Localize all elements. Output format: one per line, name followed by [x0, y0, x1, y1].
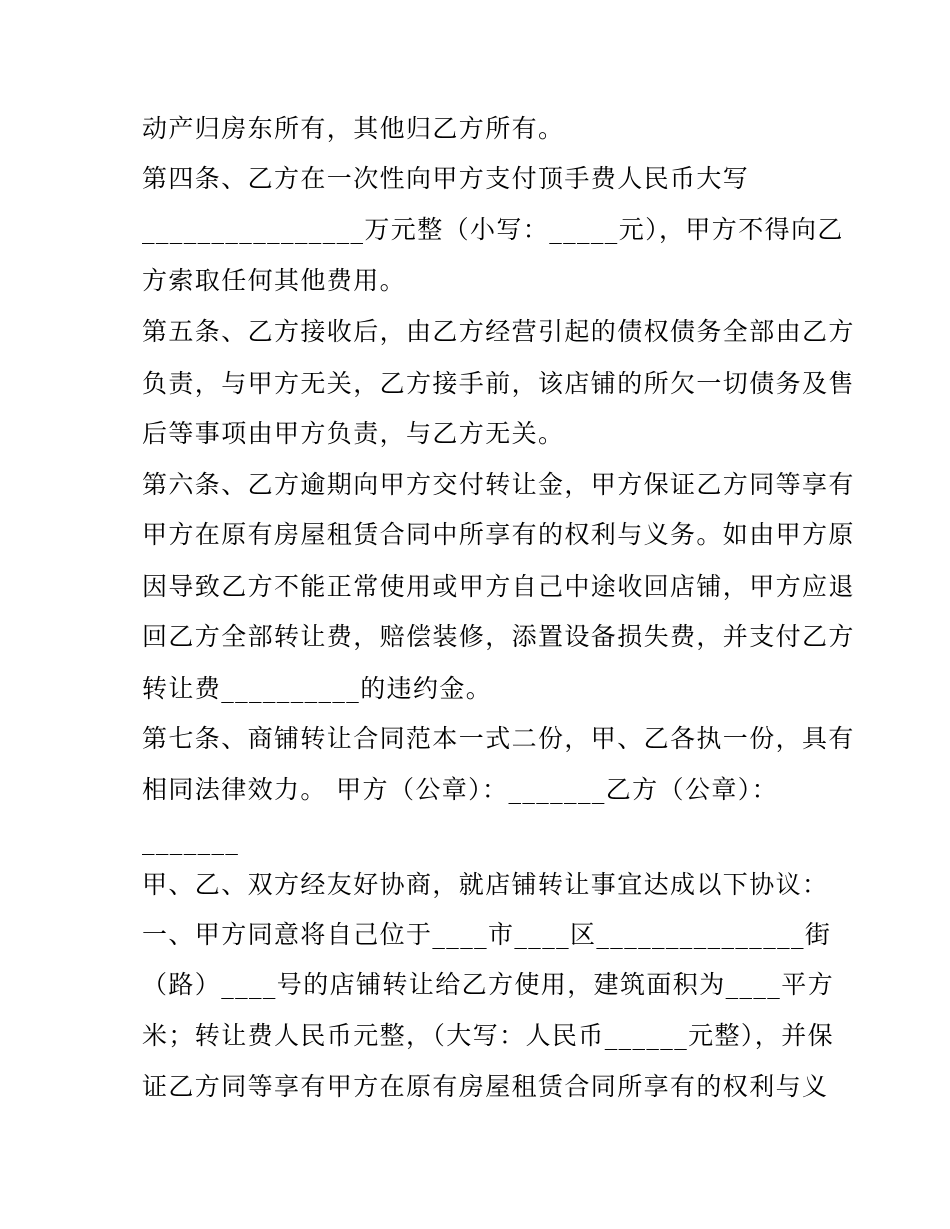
- text-line: 负责，与甲方无关，乙方接手前，该店铺的所欠一切债务及售: [142, 369, 855, 398]
- text-line: 第四条、乙方在一次性向甲方支付顶手费人民币大写: [142, 164, 750, 193]
- text-line: 因导致乙方不能正常使用或甲方自己中途收回店铺，甲方应退: [142, 572, 855, 601]
- text-line: ________________万元整（小写：_____元），甲方不得向乙: [142, 215, 844, 244]
- text-line: 回乙方全部转让费，赔偿装修，添置设备损失费，并支付乙方: [142, 622, 855, 651]
- text-line: _______: [142, 826, 240, 855]
- text-line: 甲、乙、双方经友好协商，就店铺转让事宜达成以下协议：: [142, 870, 829, 899]
- text-line: 证乙方同等享有甲方在原有房屋租赁合同所享有的权利与义: [142, 1072, 829, 1101]
- text-line: 后等事项由甲方负责，与乙方无关。: [142, 419, 565, 448]
- text-line: 第五条、乙方接收后，由乙方经营引起的债权债务全部由乙方: [142, 317, 855, 346]
- text-line: 甲方在原有房屋租赁合同中所享有的权利与义务。如由甲方原: [142, 520, 855, 549]
- text-line: 转让费__________的违约金。: [142, 674, 493, 703]
- text-line: （路）____号的店铺转让给乙方使用，建筑面积为____平方: [142, 970, 835, 999]
- text-line: 第六条、乙方逾期向甲方交付转让金，甲方保证乙方同等享有: [142, 470, 855, 499]
- text-line: 一、甲方同意将自己位于____市____区_______________街: [142, 920, 832, 949]
- text-line: 方索取任何其他费用。: [142, 266, 407, 295]
- text-line: 第七条、商铺转让合同范本一式二份，甲、乙各执一份，具有: [142, 724, 855, 753]
- text-line: 相同法律效力。 甲方（公章）：_______乙方（公章）：: [142, 775, 779, 804]
- text-line: 米；转让费人民币元整，（大写：人民币______元整），并保: [142, 1021, 835, 1050]
- text-line: 动产归房东所有，其他归乙方所有。: [142, 114, 565, 143]
